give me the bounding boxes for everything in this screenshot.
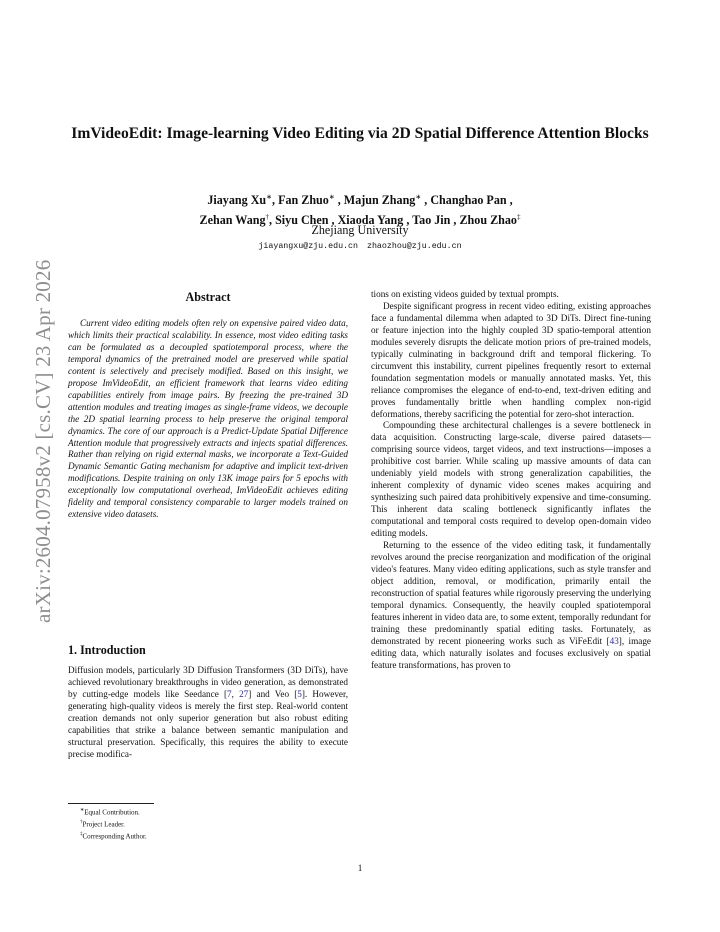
footnote-rule <box>68 803 154 804</box>
paragraph: Diffusion models, particularly 3D Diffusion Transformers (3D DiTs), have achieved revolutionary breakthroughs in video generation, as demonstrated by cutting-edge models like Seedance [7, 27] and Veo [5]. However, generating high-quality videos is merely the first step. Real-world content creation demands not only superior generation but also robust editing capabilities that strike a balance between semantic manipulation and structural preservation. Specifically, this requires the ability to execute precise modifica- <box>68 665 348 759</box>
author: Siyu Chen , <box>275 213 338 228</box>
author-line-1 <box>60 189 660 209</box>
footnotes <box>80 806 147 842</box>
abstract-body: Current video editing models often rely on expensive paired video data, which limits their practical scalability. In essence, most video editing tasks can be formulated as a decoupled spatiotemporal process, where the temporal dynamics of the pretrained model are preserved while spatial content is selectively and precisely modified. Based on this insight, we propose ImVideoEdit, an efficient framework that learns video editing capabilities entirely from image pairs. By freezing the pre-trained 3D attention modules and treating images as single-frame videos, we decouple the 2D spatial learning process to help preserve the original temporal dynamics. The core of our approach is a Predict-Update Spatial Difference Attention module that progressively extracts and injects spatial differences. Rather than relying on rigid external masks, we incorporate a Text-Guided Dynamic Semantic Gating mechanism for adaptive and implicit text-driven modifications. Despite training on only 13K image pairs for 5 epochs with exceptionally low computational overhead, ImVideoEdit achieves editing fidelity and temporal consistency comparable to larger models trained on extensive video datasets. <box>68 318 348 520</box>
paragraph: Compounding these architectural challenges is a severe bottleneck in data acquisition. Constructing large-scale, diverse paired datasets—comprising source videos, target videos, and text instructions—imposes a prohibitive cost barrier. While scaling up massive amounts of data can undeniably yield models with strong generalization capabilities, the inherent complexity of dynamic video scenes makes acquiring and synthesizing such paired data prohibitively expensive and time-consuming. This inherent data scaling bottleneck significantly inflates the computational and temporal costs required to develop open-domain video editing models. <box>371 420 651 539</box>
author: Changhao Pan , <box>430 193 513 208</box>
citation-link[interactable]: 43 <box>609 635 619 646</box>
footnote: ∗Equal Contribution. <box>80 808 140 817</box>
author: Majun Zhang∗ , <box>343 193 431 208</box>
introduction-body-right <box>371 289 651 672</box>
author: Zehan Wang†, <box>199 213 276 228</box>
arxiv-identifier: arXiv:2604.07958v2 [cs.CV] 23 Apr 2026 <box>31 259 55 623</box>
author-emails[interactable]: jiayangxu@zju.edu.cn zhaozhou@zju.edu.cn <box>258 242 462 251</box>
paragraph: Returning to the essence of the video editing task, it fundamentally revolves around the precise reorganization and modification of the original video's features. Many video editing applications, such as style transfer and object addition, removal, or modification, primarily entail the reconstruction of spatial features while rigorously preserving the underlying temporal dynamics. Consequently, the heavily coupled spatiotemporal features inherent in video data are, to some extent, temporally redundant for training these predominantly spatial editing tasks. Fortunately, as demonstrated by recent pioneering works such as ViFeEdit [43], image editing data, which naturally isolates and focuses exclusively on spatial feature transformations, has proven to <box>371 540 652 670</box>
author: Fan Zhuo∗ , <box>278 193 344 208</box>
citation-link[interactable]: 5 <box>297 688 302 699</box>
abstract-heading: Abstract <box>185 290 231 304</box>
introduction-heading: 1. Introduction <box>68 643 146 657</box>
author: Xiaoda Yang , <box>337 213 413 228</box>
author: Tao Jin , <box>412 213 460 228</box>
paper-title: ImVideoEdit: Image-learning Video Editing via 2D Spatial Difference Attention Blocks <box>71 125 649 142</box>
author: Zhou Zhao‡ <box>459 213 521 228</box>
citation-link[interactable]: 27 <box>239 688 249 699</box>
introduction-body-left <box>68 665 348 761</box>
paragraph: tions on existing videos guided by textual prompts. <box>371 289 559 299</box>
affiliation: Zhejiang University <box>311 223 409 237</box>
author: Jiayang Xu∗, <box>207 193 279 208</box>
citation-link[interactable]: 7 <box>227 688 232 699</box>
footnote: †Project Leader. <box>80 820 125 829</box>
footnote: ‡Corresponding Author. <box>80 832 147 841</box>
page-number: 1 <box>357 863 363 873</box>
paragraph: Despite significant progress in recent video editing, existing approaches face a fundamental dilemma when adapted to 3D DiTs. Direct fine-tuning or feature injection into the highly coupled 3D spatio-temporal attention modules severely disrupts the delicate motion priors of pre-trained models, typically culminating in background drift and temporal flickering. To circumvent this instability, current pipelines frequently resort to external foundation segmentation models or manually annotated masks. Yet, this reliance compromises the elegance of end-to-end, text-driven editing and proves fundamentally brittle when handling complex non-rigid deformations, thereby sacrificing the potential for zero-shot interaction. <box>371 300 651 419</box>
